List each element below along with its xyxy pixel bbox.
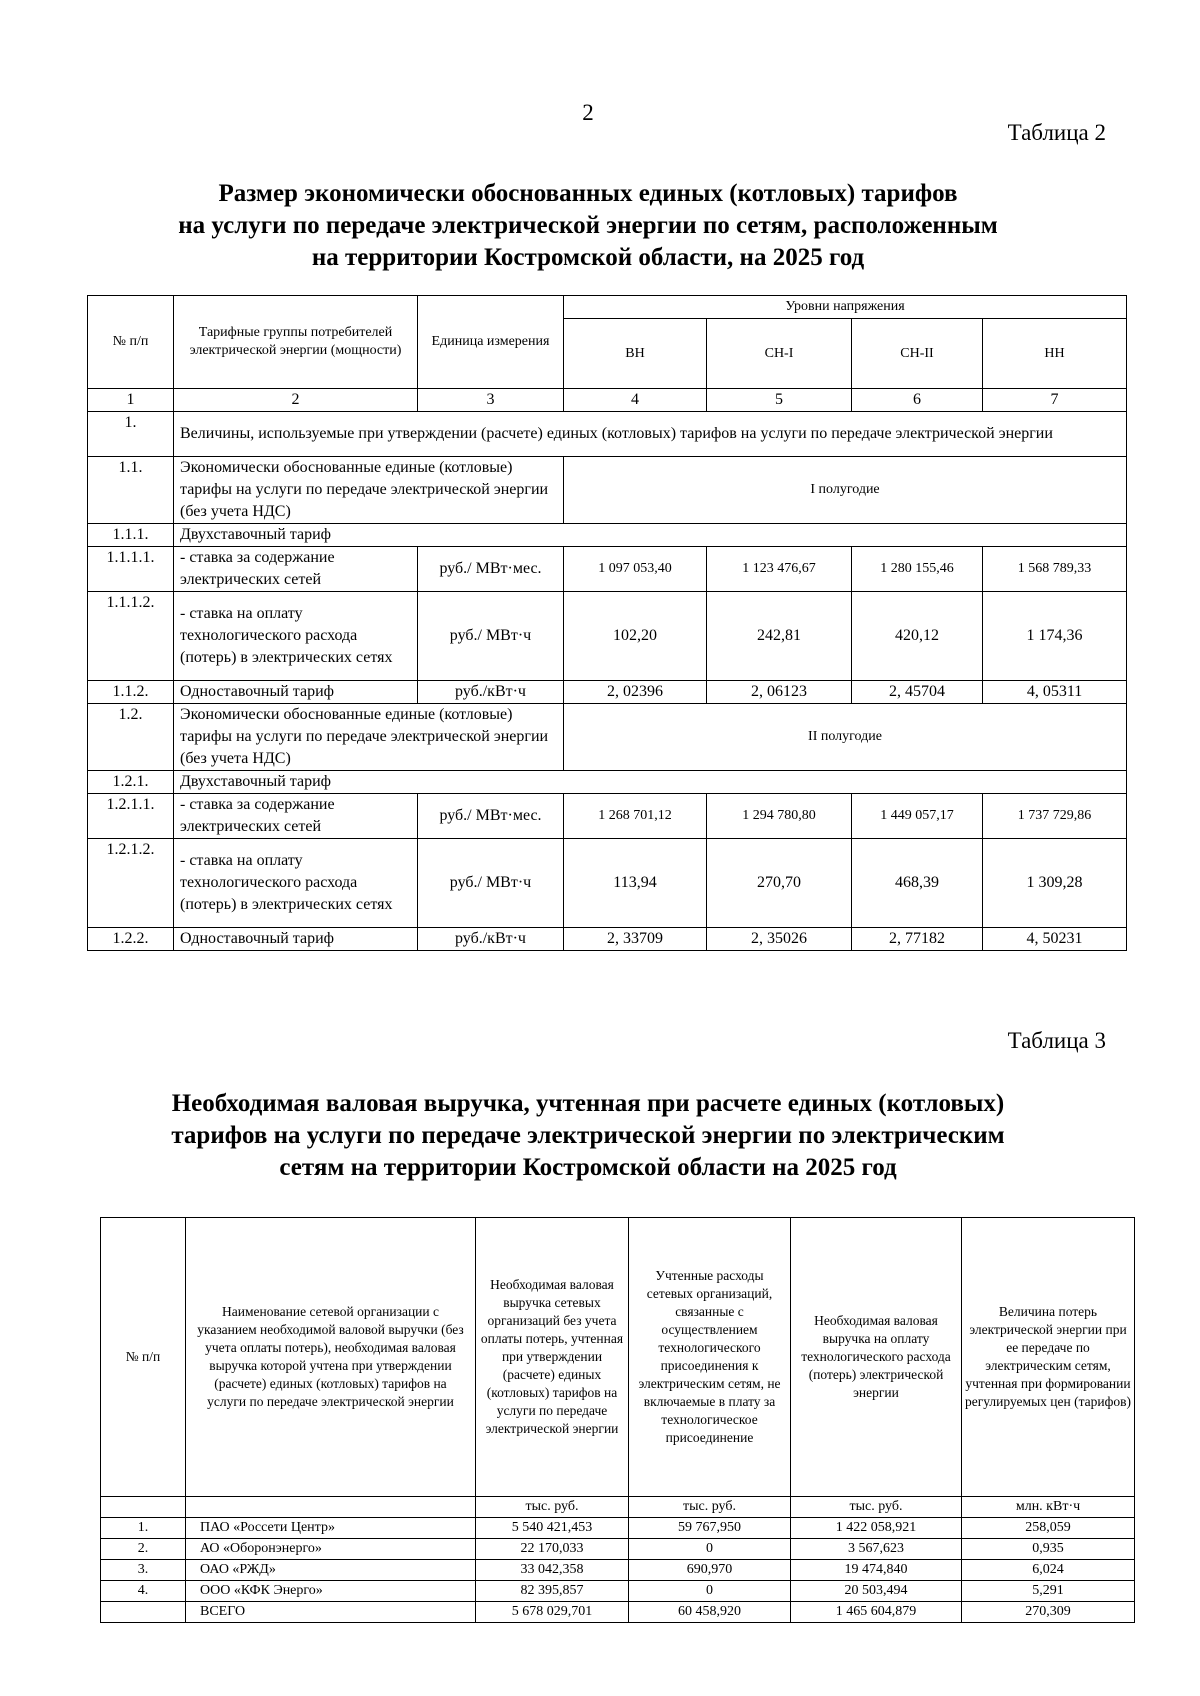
value-vn: 2, 02396 [564, 681, 707, 704]
header-losses-pay: Необходимая валовая выручка на оплату технологического расхода (потерь) электрической энергии [791, 1218, 962, 1497]
row-text: Экономически обоснованные единые (котловые) тарифы на услуги по передаче электрической энергии (без учета НДС) [174, 704, 564, 771]
column-numbers-row [88, 389, 1127, 412]
table-row [88, 928, 1127, 951]
row-number: 1.1.2. [88, 681, 174, 704]
title-line: Размер экономически обоснованных единых (котловых) тарифов [218, 180, 958, 207]
value-sn2: 1 449 057,17 [852, 794, 983, 839]
header-sn1: СН-I [707, 319, 852, 389]
header-losses-vol: Величина потерь электрической энергии при ее передаче по электрическим сетям, учтенная при формировании регулируемых цен (тарифов) [962, 1218, 1135, 1497]
header-unit: Единица измерения [418, 296, 564, 389]
unit-label: тыс. руб. [791, 1497, 962, 1518]
header-no: № п/п [101, 1218, 186, 1497]
org-name: АО «Оборонэнерго» [186, 1539, 476, 1560]
value-sn1: 270,70 [707, 839, 852, 928]
row-number: 1.2.2. [88, 928, 174, 951]
tariff-table [87, 295, 1127, 951]
value-nn: 1 174,36 [983, 592, 1127, 681]
header-vn: ВН [564, 319, 707, 389]
value-nn: 4, 05311 [983, 681, 1127, 704]
row-unit: руб./ МВт·мес. [418, 547, 564, 592]
value-losses-pay: 19 474,840 [791, 1560, 962, 1581]
title-line: на услуги по передаче электрической энергии по сетям, расположенным [178, 212, 998, 239]
row-number: 1. [88, 412, 174, 457]
table-row [88, 704, 1127, 771]
table-row [101, 1581, 1135, 1602]
unit-label: тыс. руб. [629, 1497, 791, 1518]
value-expenses: 0 [629, 1539, 791, 1560]
total-losses-vol: 270,309 [962, 1602, 1135, 1623]
header-no: № п/п [88, 296, 174, 389]
title-line: сетям на территории Костромской области на 2025 год [279, 1154, 897, 1181]
value-losses-vol: 6,024 [962, 1560, 1135, 1581]
column-number: 6 [852, 389, 983, 412]
value-expenses: 690,970 [629, 1560, 791, 1581]
value-sn2: 1 280 155,46 [852, 547, 983, 592]
row-number: 3. [101, 1560, 186, 1581]
row-text: Одноставочный тариф [174, 681, 418, 704]
value-losses-vol: 5,291 [962, 1581, 1135, 1602]
value-sn2: 468,39 [852, 839, 983, 928]
units-empty [101, 1497, 186, 1518]
unit-label: тыс. руб. [476, 1497, 629, 1518]
unit-label: млн. кВт·ч [962, 1497, 1135, 1518]
total-row [101, 1602, 1135, 1623]
table3-label: Таблица 3 [1007, 1028, 1106, 1053]
value-sn2: 420,12 [852, 592, 983, 681]
column-number: 4 [564, 389, 707, 412]
row-text: - ставка за содержание электрических сетей [174, 547, 418, 592]
header-expenses: Учтенные расходы сетевых организаций, связанные с осуществлением технологического присоединения к электрическим сетям, не включаемые в плату за технологическое присоединение [629, 1218, 791, 1497]
value-vn: 102,20 [564, 592, 707, 681]
value-nvv: 33 042,358 [476, 1560, 629, 1581]
header-name: Наименование сетевой организации с указанием необходимой валовой выручки (без учета оплаты потерь), необходимая валовая выручка которой учтена при утверждении (расчете) единых (котловых) тарифов на услуги по передаче электрической энергии [186, 1218, 476, 1497]
row-number: 1.2.1. [88, 771, 174, 794]
table-row [88, 771, 1127, 794]
table-row [88, 412, 1127, 457]
total-expenses: 60 458,920 [629, 1602, 791, 1623]
value-nn: 1 309,28 [983, 839, 1127, 928]
row-number: 2. [101, 1539, 186, 1560]
value-nvv: 5 540 421,453 [476, 1518, 629, 1539]
value-sn1: 2, 06123 [707, 681, 852, 704]
period-label: I полугодие [564, 457, 1127, 524]
row-number: 1. [101, 1518, 186, 1539]
value-sn2: 2, 45704 [852, 681, 983, 704]
value-nn: 1 737 729,86 [983, 794, 1127, 839]
value-sn1: 2, 35026 [707, 928, 852, 951]
table-row [88, 547, 1127, 592]
row-text: - ставка на оплату технологического расхода (потерь) в электрических сетях [174, 839, 418, 928]
row-unit: руб./ МВт·ч [418, 839, 564, 928]
row-number: 1.1.1.1. [88, 547, 174, 592]
value-expenses: 59 767,950 [629, 1518, 791, 1539]
header-sn2: СН-II [852, 319, 983, 389]
header-group: Тарифные группы потребителей электрической энергии (мощности) [174, 296, 418, 389]
row-number: 4. [101, 1581, 186, 1602]
row-text: Величины, используемые при утверждении (расчете) единых (котловых) тарифов на услуги по передаче электрической энергии [174, 412, 1127, 457]
period-label: II полугодие [564, 704, 1127, 771]
value-vn: 113,94 [564, 839, 707, 928]
row-text: Двухставочный тариф [174, 771, 1127, 794]
table-row [101, 1539, 1135, 1560]
table2-label: Таблица 2 [1007, 120, 1106, 145]
value-nvv: 82 395,857 [476, 1581, 629, 1602]
revenue-table [100, 1217, 1135, 1623]
table-row [88, 794, 1127, 839]
table-row [88, 457, 1127, 524]
value-losses-pay: 3 567,623 [791, 1539, 962, 1560]
row-number: 1.2.1.2. [88, 839, 174, 928]
units-empty [186, 1497, 476, 1518]
table-row [101, 1518, 1135, 1539]
column-number: 5 [707, 389, 852, 412]
value-vn: 1 097 053,40 [564, 547, 707, 592]
row-text: - ставка на оплату технологического расхода (потерь) в электрических сетях [174, 592, 418, 681]
value-losses-pay: 1 422 058,921 [791, 1518, 962, 1539]
header-row [88, 296, 1127, 319]
value-nn: 4, 50231 [983, 928, 1127, 951]
total-nvv: 5 678 029,701 [476, 1602, 629, 1623]
value-vn: 2, 33709 [564, 928, 707, 951]
org-name: ОАО «РЖД» [186, 1560, 476, 1581]
value-losses-vol: 0,935 [962, 1539, 1135, 1560]
table-row [88, 839, 1127, 928]
value-nvv: 22 170,033 [476, 1539, 629, 1560]
header-nvv: Необходимая валовая выручка сетевых организаций без учета оплаты потерь, учтенная при утверждении (расчете) единых (котловых) тарифов на услуги по передаче электрической энергии [476, 1218, 629, 1497]
title-line: Необходимая валовая выручка, учтенная при расчете единых (котловых) [171, 1090, 1005, 1117]
row-unit: руб./ МВт·ч [418, 592, 564, 681]
column-number: 7 [983, 389, 1127, 412]
row-text: Экономически обоснованные единые (котловые) тарифы на услуги по передаче электрической энергии (без учета НДС) [174, 457, 564, 524]
row-text: - ставка за содержание электрических сетей [174, 794, 418, 839]
row-unit: руб./кВт·ч [418, 928, 564, 951]
value-losses-pay: 20 503,494 [791, 1581, 962, 1602]
row-number: 1.1. [88, 457, 174, 524]
total-label: ВСЕГО [186, 1602, 476, 1623]
table-row [101, 1560, 1135, 1581]
table2-title [0, 178, 1176, 274]
page-number: 2 [582, 100, 594, 125]
table-row [88, 681, 1127, 704]
value-vn: 1 268 701,12 [564, 794, 707, 839]
units-row [101, 1497, 1135, 1518]
header-nn: НН [983, 319, 1127, 389]
row-number: 1.2.1.1. [88, 794, 174, 839]
column-number: 3 [418, 389, 564, 412]
header-row [101, 1218, 1135, 1497]
value-sn1: 1 123 476,67 [707, 547, 852, 592]
column-number: 2 [174, 389, 418, 412]
row-number: 1.1.1.2. [88, 592, 174, 681]
value-expenses: 0 [629, 1581, 791, 1602]
table-row [88, 592, 1127, 681]
title-line: тарифов на услуги по передаче электрической энергии по электрическим [171, 1122, 1005, 1149]
row-text: Двухставочный тариф [174, 524, 1127, 547]
org-name: ПАО «Россети Центр» [186, 1518, 476, 1539]
org-name: ООО «КФК Энерго» [186, 1581, 476, 1602]
table-row [88, 524, 1127, 547]
row-number [101, 1602, 186, 1623]
value-sn1: 242,81 [707, 592, 852, 681]
row-text: Одноставочный тариф [174, 928, 418, 951]
row-unit: руб./ МВт·мес. [418, 794, 564, 839]
total-losses-pay: 1 465 604,879 [791, 1602, 962, 1623]
table3-title [0, 1088, 1176, 1184]
header-levels: Уровни напряжения [564, 296, 1127, 319]
column-number: 1 [88, 389, 174, 412]
title-line: на территории Костромской области, на 2025 год [311, 244, 865, 271]
row-unit: руб./кВт·ч [418, 681, 564, 704]
value-losses-vol: 258,059 [962, 1518, 1135, 1539]
value-sn1: 1 294 780,80 [707, 794, 852, 839]
row-number: 1.1.1. [88, 524, 174, 547]
row-number: 1.2. [88, 704, 174, 771]
value-sn2: 2, 77182 [852, 928, 983, 951]
value-nn: 1 568 789,33 [983, 547, 1127, 592]
